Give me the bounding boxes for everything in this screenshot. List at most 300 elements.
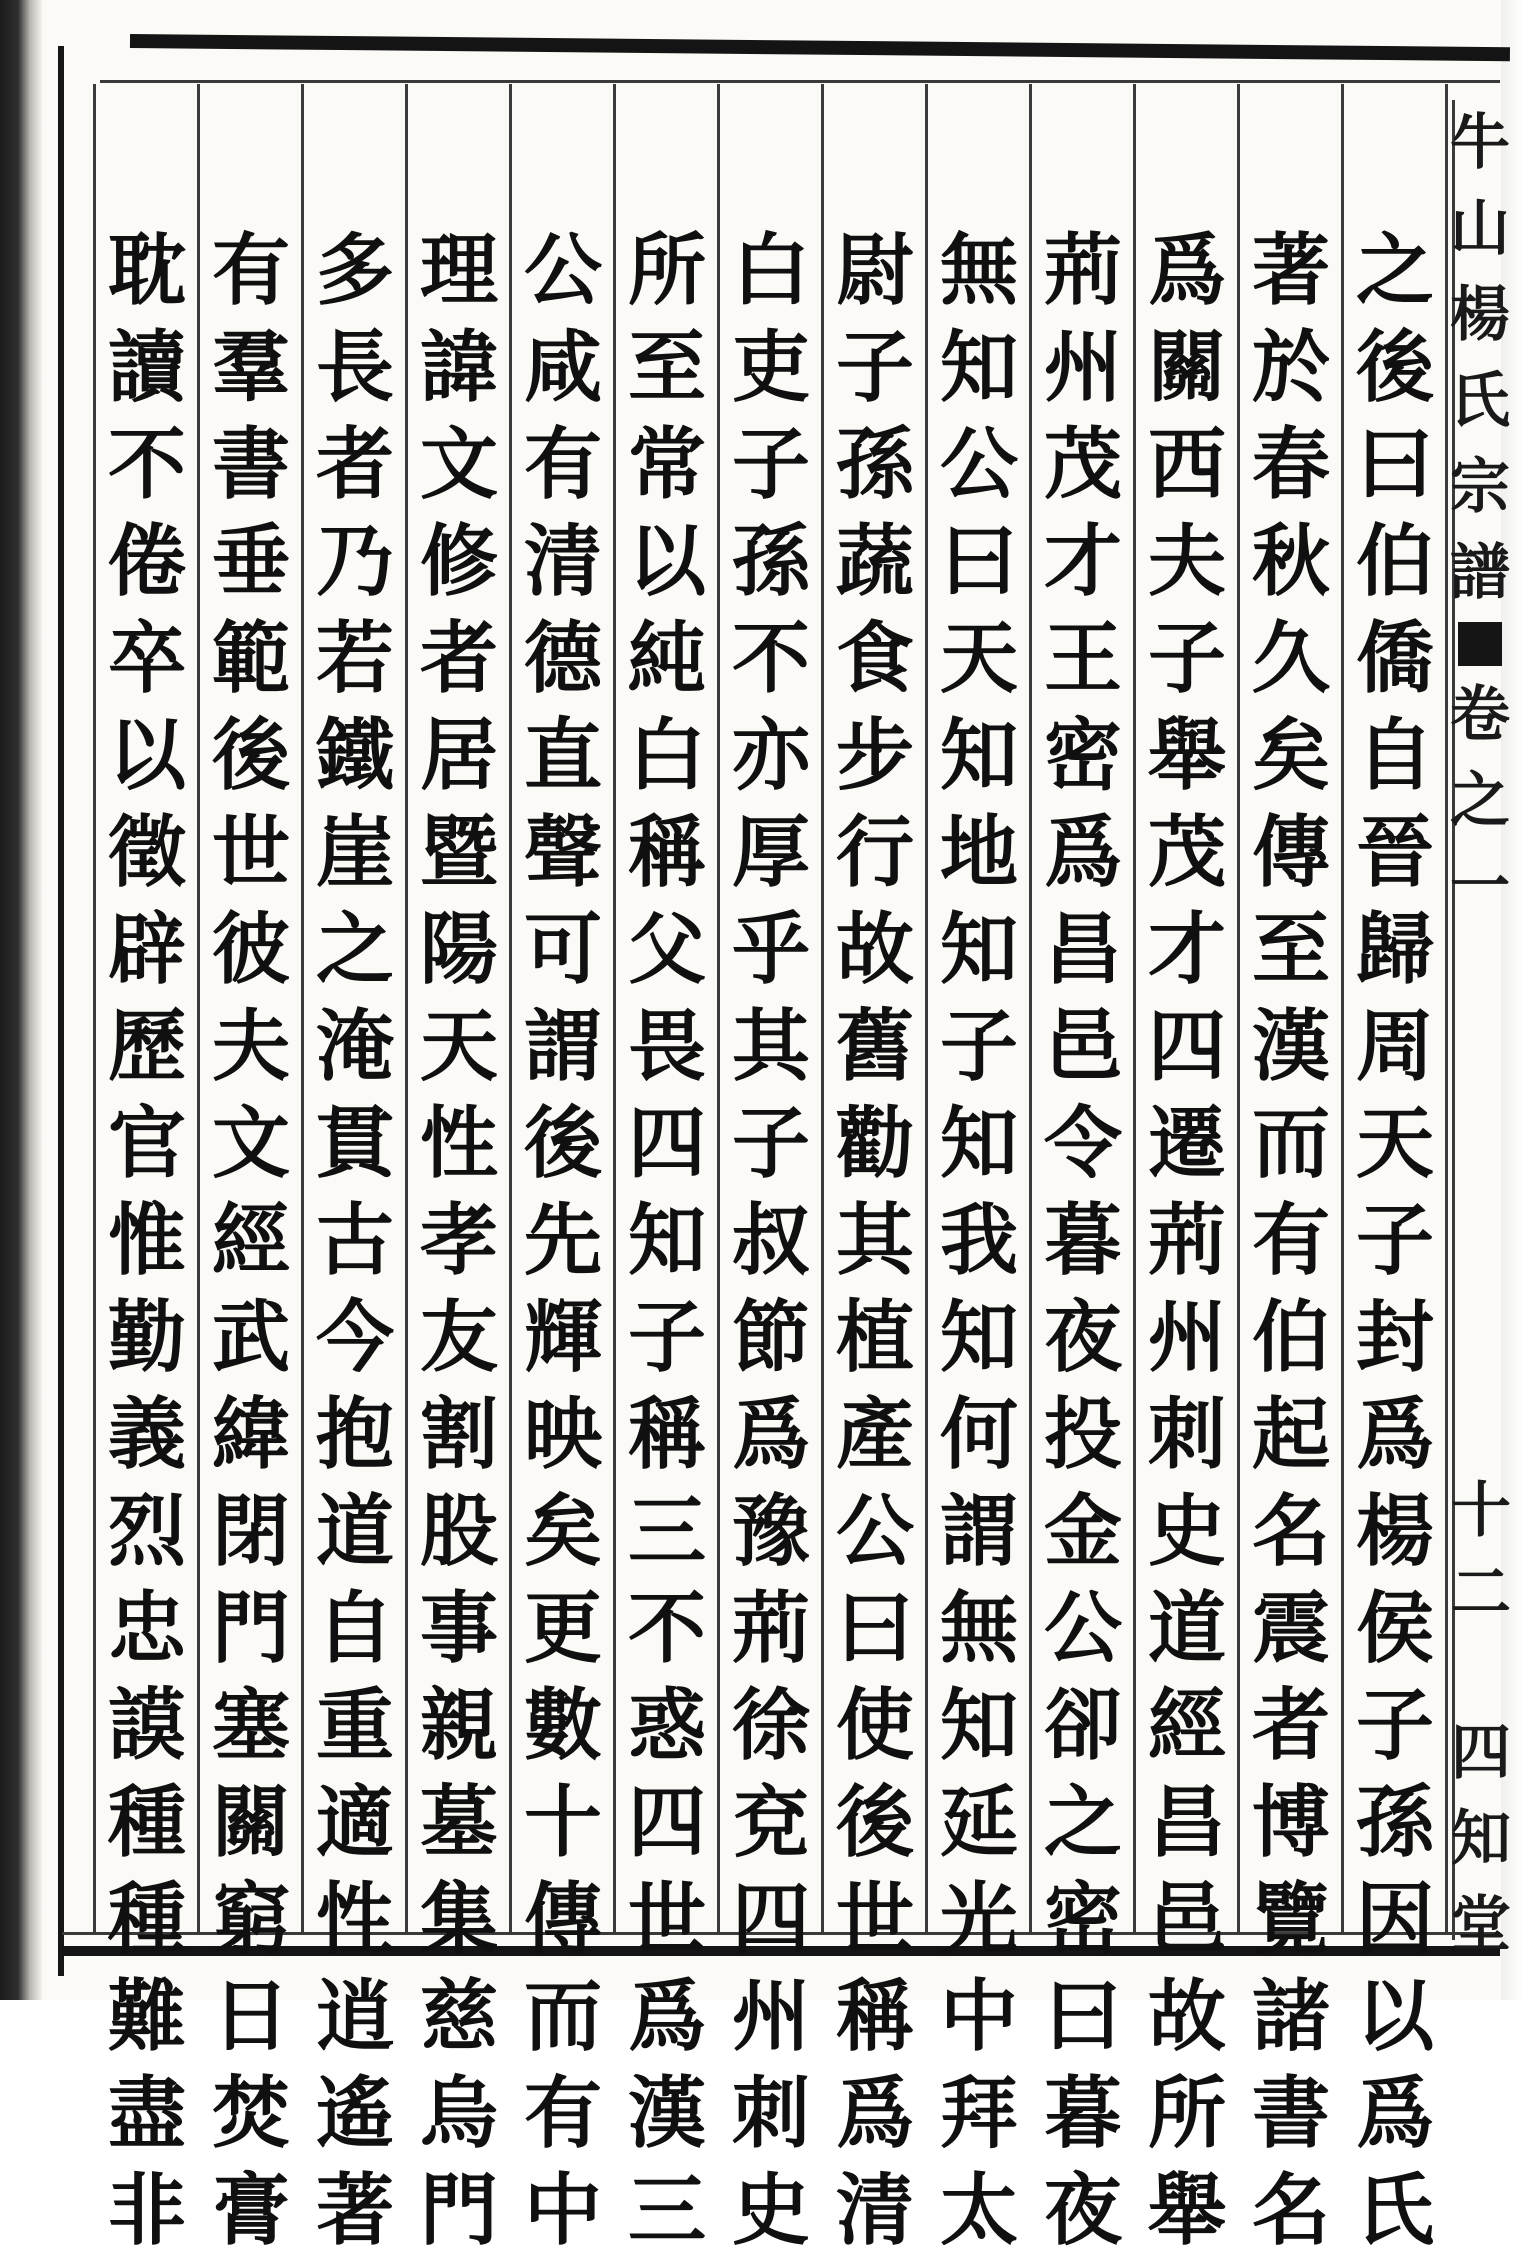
text-character: 而	[523, 1971, 602, 2062]
text-character: 窮	[211, 1874, 290, 1965]
text-character: 有	[211, 225, 290, 316]
text-character: 集	[419, 1874, 498, 1965]
text-character: 至	[1251, 904, 1330, 995]
text-character: 關	[1147, 322, 1226, 413]
text-character: 世	[211, 807, 290, 898]
text-character: 產	[835, 1389, 914, 1480]
text-character: 暨	[419, 807, 498, 898]
text-character: 四	[731, 1874, 810, 1965]
text-character: 割	[419, 1389, 498, 1480]
text-character: 不	[627, 1583, 706, 1674]
text-character: 烈	[107, 1486, 186, 1577]
text-character: 晉	[1355, 807, 1434, 898]
text-character: 久	[1251, 613, 1330, 704]
text-character: 震	[1251, 1583, 1330, 1674]
text-character: 叔	[731, 1195, 810, 1286]
text-character: 德	[523, 613, 602, 704]
text-character: 太	[939, 2165, 1018, 2256]
text-character: 令	[1043, 1098, 1122, 1189]
text-character: 西	[1147, 419, 1226, 510]
text-character: 荊	[731, 1583, 810, 1674]
text-character: 者	[419, 613, 498, 704]
text-character: 三	[627, 2165, 706, 2256]
text-character: 才	[1043, 516, 1122, 607]
text-character: 稱	[835, 1971, 914, 2062]
text-character: 州	[1043, 322, 1122, 413]
text-character: 貫	[315, 1098, 394, 1189]
text-character: 畏	[627, 1001, 706, 1092]
hall-name-char: 四	[1451, 1718, 1511, 1788]
text-character: 白	[627, 710, 706, 801]
column-rule	[1341, 84, 1344, 1934]
text-character: 延	[939, 1777, 1018, 1868]
text-character: 謂	[939, 1486, 1018, 1577]
text-character: 因	[1355, 1874, 1434, 1965]
text-character: 刺	[1147, 1389, 1226, 1480]
text-character: 密	[1043, 1874, 1122, 1965]
text-character: 子	[731, 419, 810, 510]
text-character: 數	[523, 1680, 602, 1771]
text-character: 者	[315, 419, 394, 510]
text-character: 才	[1147, 904, 1226, 995]
text-character: 義	[107, 1389, 186, 1480]
text-character: 鐵	[315, 710, 394, 801]
text-character: 孫	[1355, 1777, 1434, 1868]
text-character: 茂	[1147, 807, 1226, 898]
text-character: 邑	[1147, 1874, 1226, 1965]
text-character: 夫	[211, 1001, 290, 1092]
text-character: 覽	[1251, 1874, 1330, 1965]
text-character: 舊	[835, 1001, 914, 1092]
text-column	[513, 222, 613, 2259]
column-rule	[821, 84, 824, 1934]
text-character: 拜	[939, 2068, 1018, 2159]
text-character: 矣	[523, 1486, 602, 1577]
text-character: 中	[939, 1971, 1018, 2062]
banxin-title-char: 楊	[1450, 280, 1510, 350]
text-character: 何	[939, 1389, 1018, 1480]
text-character: 四	[627, 1777, 706, 1868]
text-character: 咸	[523, 322, 602, 413]
text-character: 今	[315, 1292, 394, 1383]
text-character: 孫	[835, 419, 914, 510]
text-character: 遷	[1147, 1098, 1226, 1189]
text-character: 歷	[107, 1001, 186, 1092]
text-character: 有	[523, 419, 602, 510]
text-character: 後	[835, 1777, 914, 1868]
text-character: 曰	[1355, 419, 1434, 510]
hall-name-char: 知	[1451, 1804, 1511, 1874]
column-rule	[405, 84, 408, 1934]
text-character: 天	[939, 613, 1018, 704]
text-character: 親	[419, 1680, 498, 1771]
text-character: 先	[523, 1195, 602, 1286]
text-character: 經	[211, 1195, 290, 1286]
text-character: 僑	[1355, 613, 1434, 704]
text-character: 知	[939, 1098, 1018, 1189]
text-character: 厚	[731, 807, 810, 898]
text-character: 徐	[731, 1680, 810, 1771]
text-column	[929, 222, 1029, 2259]
text-character: 氏	[1355, 2165, 1434, 2256]
text-character: 適	[315, 1777, 394, 1868]
text-character: 孫	[731, 516, 810, 607]
text-character: 光	[939, 1874, 1018, 1965]
text-character: 昌	[1147, 1777, 1226, 1868]
text-character: 之	[1355, 225, 1434, 316]
text-character: 映	[523, 1389, 602, 1480]
text-character: 若	[315, 613, 394, 704]
text-character: 辟	[107, 904, 186, 995]
hall-name	[1451, 1710, 1511, 1968]
text-character: 道	[1147, 1583, 1226, 1674]
text-character: 楊	[1355, 1486, 1434, 1577]
text-character: 傳	[523, 1874, 602, 1965]
text-character: 諱	[419, 322, 498, 413]
text-character: 後	[1355, 322, 1434, 413]
text-character: 父	[627, 904, 706, 995]
text-character: 崖	[315, 807, 394, 898]
text-character: 王	[1043, 613, 1122, 704]
text-character: 食	[835, 613, 914, 704]
text-character: 古	[315, 1195, 394, 1286]
text-character: 徵	[107, 807, 186, 898]
text-character: 爲	[1147, 225, 1226, 316]
banxin-center-strip	[1450, 100, 1510, 1940]
top-inner-rule	[100, 80, 1500, 83]
text-character: 暮	[1043, 1195, 1122, 1286]
text-character: 伯	[1355, 516, 1434, 607]
text-character: 名	[1251, 2165, 1330, 2256]
text-character: 爲	[627, 1971, 706, 2062]
text-character: 武	[211, 1292, 290, 1383]
text-character: 植	[835, 1292, 914, 1383]
text-column	[721, 222, 821, 2259]
text-character: 起	[1251, 1389, 1330, 1480]
column-rule	[717, 84, 720, 1934]
text-character: 卒	[107, 613, 186, 704]
text-character: 侯	[1355, 1583, 1434, 1674]
hall-name-char: 堂	[1451, 1890, 1511, 1960]
text-character: 文	[211, 1098, 290, 1189]
text-character: 自	[1355, 710, 1434, 801]
text-character: 聲	[523, 807, 602, 898]
column-rule	[1133, 84, 1136, 1934]
text-character: 抱	[315, 1389, 394, 1480]
text-character: 公	[939, 419, 1018, 510]
text-character: 步	[835, 710, 914, 801]
text-character: 知	[939, 710, 1018, 801]
page-number-char: 二	[1451, 1558, 1511, 1628]
text-character: 博	[1251, 1777, 1330, 1868]
text-character: 四	[1147, 1001, 1226, 1092]
text-character: 更	[523, 1583, 602, 1674]
text-column	[409, 222, 509, 2259]
text-character: 周	[1355, 1001, 1434, 1092]
text-character: 爲	[1355, 2068, 1434, 2159]
text-character: 遙	[315, 2068, 394, 2159]
text-character: 乎	[731, 904, 810, 995]
text-character: 以	[1355, 1971, 1434, 2062]
text-character: 吏	[731, 322, 810, 413]
text-character: 曰	[939, 516, 1018, 607]
text-character: 塞	[211, 1680, 290, 1771]
text-character: 爲	[1355, 1389, 1434, 1480]
text-character: 尉	[835, 225, 914, 316]
banxin-title-char: 氏	[1450, 366, 1510, 436]
text-character: 陽	[419, 904, 498, 995]
text-character: 至	[627, 322, 706, 413]
text-character: 地	[939, 807, 1018, 898]
text-character: 惑	[627, 1680, 706, 1771]
text-character: 夜	[1043, 2165, 1122, 2256]
text-character: 長	[315, 322, 394, 413]
text-character: 傳	[1251, 807, 1330, 898]
text-character: 以	[627, 516, 706, 607]
text-character: 讀	[107, 322, 186, 413]
text-column	[97, 222, 197, 2259]
text-character: 墓	[419, 1777, 498, 1868]
text-character: 矣	[1251, 710, 1330, 801]
text-character: 有	[1251, 1195, 1330, 1286]
text-character: 投	[1043, 1389, 1122, 1480]
text-character: 伯	[1251, 1292, 1330, 1383]
text-character: 使	[835, 1680, 914, 1771]
text-character: 於	[1251, 322, 1330, 413]
text-character: 淹	[315, 1001, 394, 1092]
text-character: 逍	[315, 1971, 394, 2062]
text-character: 荊	[1147, 1195, 1226, 1286]
text-character: 知	[627, 1195, 706, 1286]
fish-tail-mark-icon	[1458, 622, 1502, 666]
text-character: 豫	[731, 1486, 810, 1577]
text-character: 非	[107, 2165, 186, 2256]
text-character: 著	[315, 2165, 394, 2256]
text-character: 天	[419, 1001, 498, 1092]
column-rule	[93, 84, 96, 1934]
text-character: 無	[939, 1583, 1018, 1674]
text-character: 理	[419, 225, 498, 316]
text-character: 暮	[1043, 2068, 1122, 2159]
text-character: 夜	[1043, 1292, 1122, 1383]
text-character: 子	[835, 322, 914, 413]
text-character: 勸	[835, 1098, 914, 1189]
text-character: 茂	[1043, 419, 1122, 510]
text-character: 夫	[1147, 516, 1226, 607]
text-character: 州	[1147, 1292, 1226, 1383]
text-character: 其	[731, 1001, 810, 1092]
text-character: 公	[835, 1486, 914, 1577]
banxin-title-char: 牛	[1450, 108, 1510, 178]
column-rule	[1445, 84, 1448, 1934]
text-character: 垂	[211, 516, 290, 607]
text-character: 蔬	[835, 516, 914, 607]
text-character: 行	[835, 807, 914, 898]
text-character: 範	[211, 613, 290, 704]
text-column	[1241, 222, 1341, 2259]
text-character: 門	[419, 2165, 498, 2256]
text-character: 清	[523, 516, 602, 607]
banxin-title-char: 山	[1450, 194, 1510, 264]
text-character: 漢	[627, 2068, 706, 2159]
text-character: 盡	[107, 2068, 186, 2159]
text-character: 春	[1251, 419, 1330, 510]
column-rule	[301, 84, 304, 1934]
text-character: 烏	[419, 2068, 498, 2159]
text-character: 故	[835, 904, 914, 995]
text-character: 焚	[211, 2068, 290, 2159]
text-character: 多	[315, 225, 394, 316]
text-character: 日	[211, 1971, 290, 2062]
text-character: 世	[835, 1874, 914, 1965]
text-character: 兗	[731, 1777, 810, 1868]
text-character: 公	[523, 225, 602, 316]
text-character: 故	[1147, 1971, 1226, 2062]
text-character: 子	[1355, 1680, 1434, 1771]
text-character: 稱	[627, 1389, 706, 1480]
text-character: 四	[627, 1098, 706, 1189]
text-character: 後	[523, 1098, 602, 1189]
text-character: 爲	[835, 2068, 914, 2159]
text-character: 子	[1147, 613, 1226, 704]
text-character: 諸	[1251, 1971, 1330, 2062]
text-character: 股	[419, 1486, 498, 1577]
text-character: 道	[315, 1486, 394, 1577]
banxin-volume-char: 一	[1450, 852, 1510, 922]
text-character: 書	[211, 419, 290, 510]
text-column	[1033, 222, 1133, 2259]
text-character: 世	[627, 1874, 706, 1965]
banxin-volume-char: 卷	[1450, 680, 1510, 750]
text-character: 子	[939, 1001, 1018, 1092]
text-character: 我	[939, 1195, 1018, 1286]
text-character: 州	[731, 1971, 810, 2062]
banxin-title-char: 譜	[1450, 538, 1510, 608]
text-character: 倦	[107, 516, 186, 607]
text-character: 其	[835, 1195, 914, 1286]
text-character: 舉	[1147, 2165, 1226, 2256]
text-character: 友	[419, 1292, 498, 1383]
text-character: 曰	[1043, 1971, 1122, 2062]
text-column	[305, 222, 405, 2259]
text-character: 知	[939, 322, 1018, 413]
text-character: 白	[731, 225, 810, 316]
text-character: 所	[627, 225, 706, 316]
text-character: 種	[107, 1874, 186, 1965]
text-character: 修	[419, 516, 498, 607]
text-character: 自	[315, 1583, 394, 1674]
banxin-title-char: 宗	[1450, 452, 1510, 522]
text-character: 稱	[627, 807, 706, 898]
page-number	[1451, 1470, 1511, 1634]
text-character: 舉	[1147, 710, 1226, 801]
text-character: 緯	[211, 1389, 290, 1480]
text-character: 事	[419, 1583, 498, 1674]
column-rule	[197, 84, 200, 1934]
text-character: 之	[1043, 1777, 1122, 1868]
text-character: 後	[211, 710, 290, 801]
text-character: 勤	[107, 1292, 186, 1383]
text-character: 重	[315, 1680, 394, 1771]
book-fold-shadow	[0, 0, 42, 2000]
text-column	[201, 222, 301, 2259]
text-character: 之	[315, 904, 394, 995]
text-character: 金	[1043, 1486, 1122, 1577]
text-character: 無	[939, 225, 1018, 316]
text-character: 忠	[107, 1583, 186, 1674]
text-character: 直	[523, 710, 602, 801]
text-character: 天	[1355, 1098, 1434, 1189]
text-character: 中	[523, 2165, 602, 2256]
text-character: 羣	[211, 322, 290, 413]
text-character: 不	[107, 419, 186, 510]
column-rule	[1029, 84, 1032, 1934]
text-column	[825, 222, 925, 2259]
text-character: 十	[523, 1777, 602, 1868]
text-character: 者	[1251, 1680, 1330, 1771]
text-character: 閉	[211, 1486, 290, 1577]
text-character: 子	[627, 1292, 706, 1383]
text-character: 公	[1043, 1583, 1122, 1674]
text-character: 知	[939, 1680, 1018, 1771]
text-character: 爲	[731, 1389, 810, 1480]
text-character: 昌	[1043, 904, 1122, 995]
text-character: 史	[1147, 1486, 1226, 1577]
text-character: 著	[1251, 225, 1330, 316]
column-rule	[613, 84, 616, 1934]
text-character: 惟	[107, 1195, 186, 1286]
column-rule	[925, 84, 928, 1934]
text-character: 知	[939, 1292, 1018, 1383]
column-rule	[1237, 84, 1240, 1934]
text-character: 純	[627, 613, 706, 704]
text-character: 秋	[1251, 516, 1330, 607]
text-character: 膏	[211, 2165, 290, 2256]
text-character: 所	[1147, 2068, 1226, 2159]
text-character: 書	[1251, 2068, 1330, 2159]
text-character: 封	[1355, 1292, 1434, 1383]
text-character: 經	[1147, 1680, 1226, 1771]
page-number-char: 十	[1451, 1476, 1511, 1546]
text-character: 而	[1251, 1098, 1330, 1189]
text-character: 子	[731, 1098, 810, 1189]
text-character: 邑	[1043, 1001, 1122, 1092]
text-character: 不	[731, 613, 810, 704]
text-character: 有	[523, 2068, 602, 2159]
text-character: 難	[107, 1971, 186, 2062]
text-column	[1345, 222, 1445, 2259]
text-character: 知	[939, 904, 1018, 995]
text-character: 常	[627, 419, 706, 510]
text-character: 關	[211, 1777, 290, 1868]
text-column	[617, 222, 717, 2259]
text-character: 子	[1355, 1195, 1434, 1286]
text-character: 節	[731, 1292, 810, 1383]
text-character: 性	[315, 1874, 394, 1965]
column-rule	[509, 84, 512, 1934]
text-character: 輝	[523, 1292, 602, 1383]
text-character: 耽	[107, 225, 186, 316]
text-character: 可	[523, 904, 602, 995]
text-character: 以	[107, 710, 186, 801]
text-character: 密	[1043, 710, 1122, 801]
text-character: 居	[419, 710, 498, 801]
text-character: 謨	[107, 1680, 186, 1771]
text-character: 文	[419, 419, 498, 510]
text-character: 謂	[523, 1001, 602, 1092]
text-column	[1137, 222, 1237, 2259]
text-character: 清	[835, 2165, 914, 2256]
